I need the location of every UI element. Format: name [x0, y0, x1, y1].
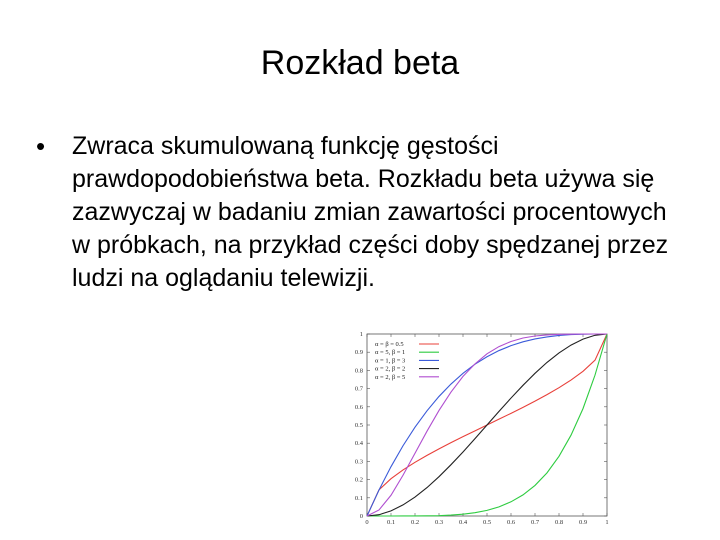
legend-label: α = 2, β = 2: [375, 365, 406, 373]
legend-label: α = 1, β = 3: [375, 357, 406, 365]
y-tick-label: 0: [359, 513, 363, 520]
legend-label: α = β = 0.5: [375, 341, 404, 348]
x-tick-label: 0: [365, 519, 369, 526]
y-tick-label: 0.8: [354, 367, 363, 375]
y-tick-label: 0.6: [354, 403, 363, 411]
bullet-marker: •: [36, 131, 46, 161]
x-tick-label: 0.4: [458, 519, 468, 526]
slide-title: Rozkład beta: [260, 44, 460, 82]
bullet-item: [36, 130, 676, 295]
beta-cdf-chart: [340, 324, 616, 530]
x-tick-label: 0.1: [386, 519, 396, 526]
legend-label: α = 5, β = 1: [375, 349, 406, 357]
y-tick-label: 0.5: [354, 422, 363, 429]
bullet-text: Zwraca skumulowaną funkcję gęstości prawdopodobieństwa beta. Rozkładu beta używa się zazwyczaj w badaniu zmian zawartości procentowych w próbkach, na przykład części doby spędzanej przez ludzi na oglądaniu telewizji.: [72, 132, 669, 292]
x-tick-label: 1: [605, 519, 609, 526]
y-tick-label: 0.7: [354, 385, 363, 393]
x-tick-label: 0.8: [554, 519, 564, 526]
x-tick-label: 0.5: [482, 519, 492, 526]
x-tick-label: 0.6: [506, 519, 516, 526]
x-tick-label: 0.7: [530, 519, 540, 526]
y-tick-label: 0.1: [354, 494, 363, 502]
x-tick-label: 0.3: [434, 519, 444, 526]
x-tick-label: 0.9: [578, 519, 588, 526]
chart-svg: [340, 324, 616, 530]
y-tick-label: 0.9: [354, 349, 363, 357]
x-tick-label: 0.2: [410, 519, 420, 526]
legend-label: α = 2, β = 5: [375, 373, 406, 381]
y-tick-label: 0.4: [354, 440, 363, 448]
y-tick-label: 0.3: [354, 458, 363, 466]
y-tick-label: 1: [359, 331, 363, 338]
y-tick-label: 0.2: [354, 476, 363, 484]
